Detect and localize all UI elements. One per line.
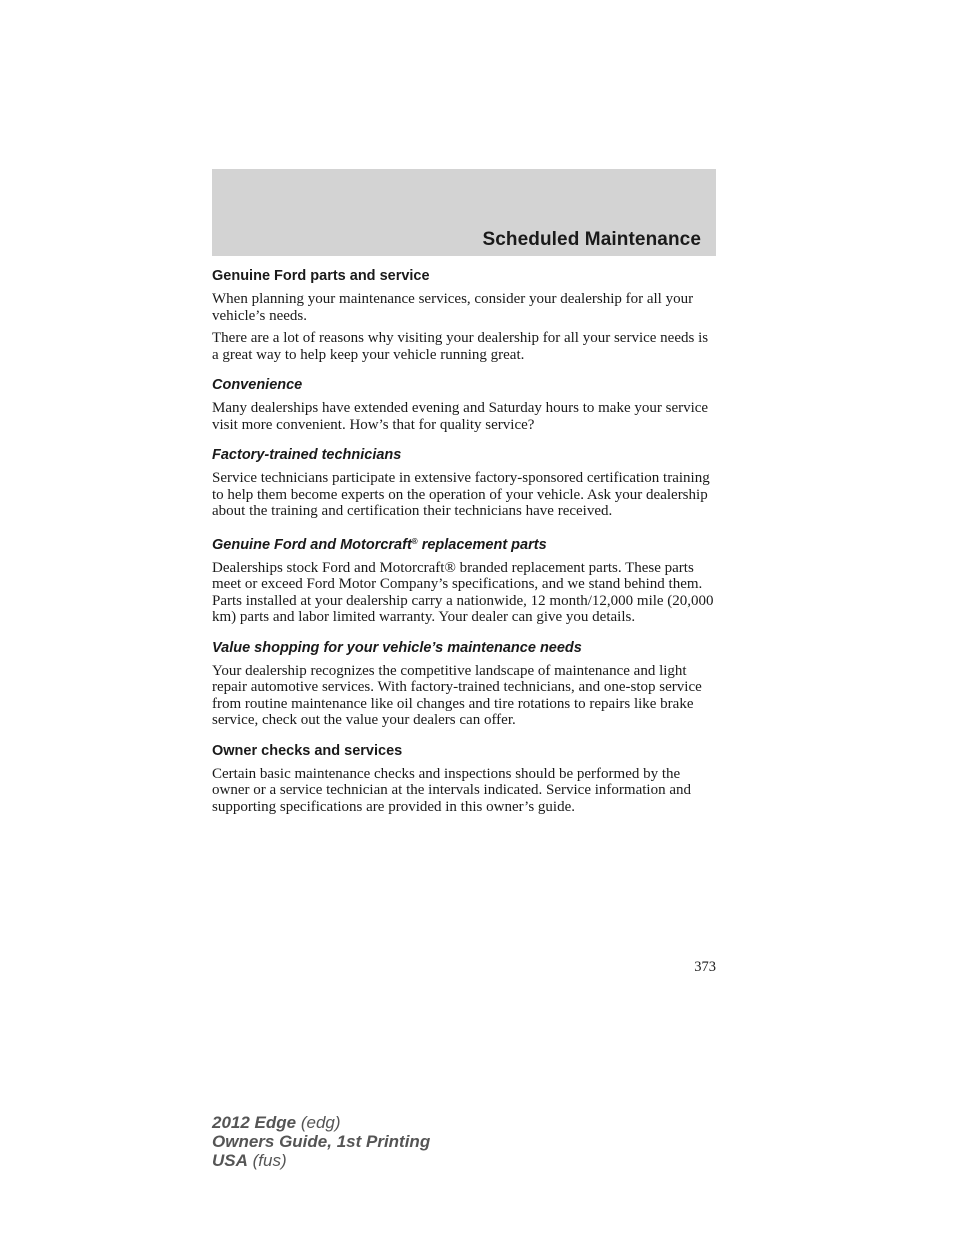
paragraph: There are a lot of reasons why visiting your dealership for all your service needs is a great way to help keep your vehicle running great.	[212, 330, 709, 363]
section-heading-convenience: Convenience	[212, 377, 303, 393]
paragraph: Service technicians participate in extensive factory-sponsored certification training to help them become experts on the operation of your vehicle. Ask your dealership about the training and certification their technicians have received.	[212, 470, 710, 519]
section-heading-genuine-parts: Genuine Ford parts and service	[212, 268, 430, 284]
footer-model: 2012 Edge	[212, 1113, 297, 1132]
page-content	[212, 266, 718, 821]
footer-region: USA	[212, 1151, 248, 1170]
registered-mark: ®	[411, 536, 418, 546]
paragraph: Certain basic maintenance checks and inspections should be performed by the owner or a service technician at the intervals indicated. Service information and supporting specifications are provided in this owner’s guide.	[212, 765, 691, 815]
section-heading-replacement-parts	[212, 532, 718, 555]
heading-text: replacement parts	[417, 536, 547, 553]
document-footer	[212, 1113, 430, 1170]
paragraph: Many dealerships have extended evening and Saturday hours to make your service visit more convenient. How’s that for quality service?	[212, 400, 709, 433]
footer-region-code: (fus)	[252, 1151, 287, 1170]
heading-text: Genuine Ford and Motorcraft	[212, 536, 412, 553]
chapter-title: Scheduled Maintenance	[482, 229, 701, 250]
footer-model-code: (edg)	[300, 1113, 341, 1132]
section-heading-value-shopping: Value shopping for your vehicle’s maintenance needs	[212, 639, 582, 656]
footer-line-model	[212, 1113, 430, 1132]
chapter-header-band	[212, 169, 716, 256]
page-number: 373	[694, 959, 716, 975]
footer-line-region	[212, 1151, 430, 1170]
paragraph: When planning your maintenance services, consider your dealership for all your vehicle’s needs.	[212, 291, 694, 324]
section-heading-factory-trained: Factory-trained technicians	[212, 447, 402, 463]
paragraph: Your dealership recognizes the competitive landscape of maintenance and light repair automotive services. With factory-trained technicians, and one-stop service from routine maintenance like oil changes and tire rotations to repairs like brake service, check out the value your dealers can offer.	[212, 662, 702, 728]
section-heading-owner-checks: Owner checks and services	[212, 742, 403, 759]
footer-line-guide	[212, 1132, 430, 1151]
paragraph: Dealerships stock Ford and Motorcraft® branded replacement parts. These parts meet or exceed Ford Motor Company’s specifications, and we stand behind them. Parts installed at your dealership carry a nationwide, 12 month/12,000 mile (20,000 km) parts and labor limited warranty. Your dealer can give you details.	[212, 559, 714, 625]
footer-guide: Owners Guide, 1st Printing	[212, 1132, 431, 1151]
